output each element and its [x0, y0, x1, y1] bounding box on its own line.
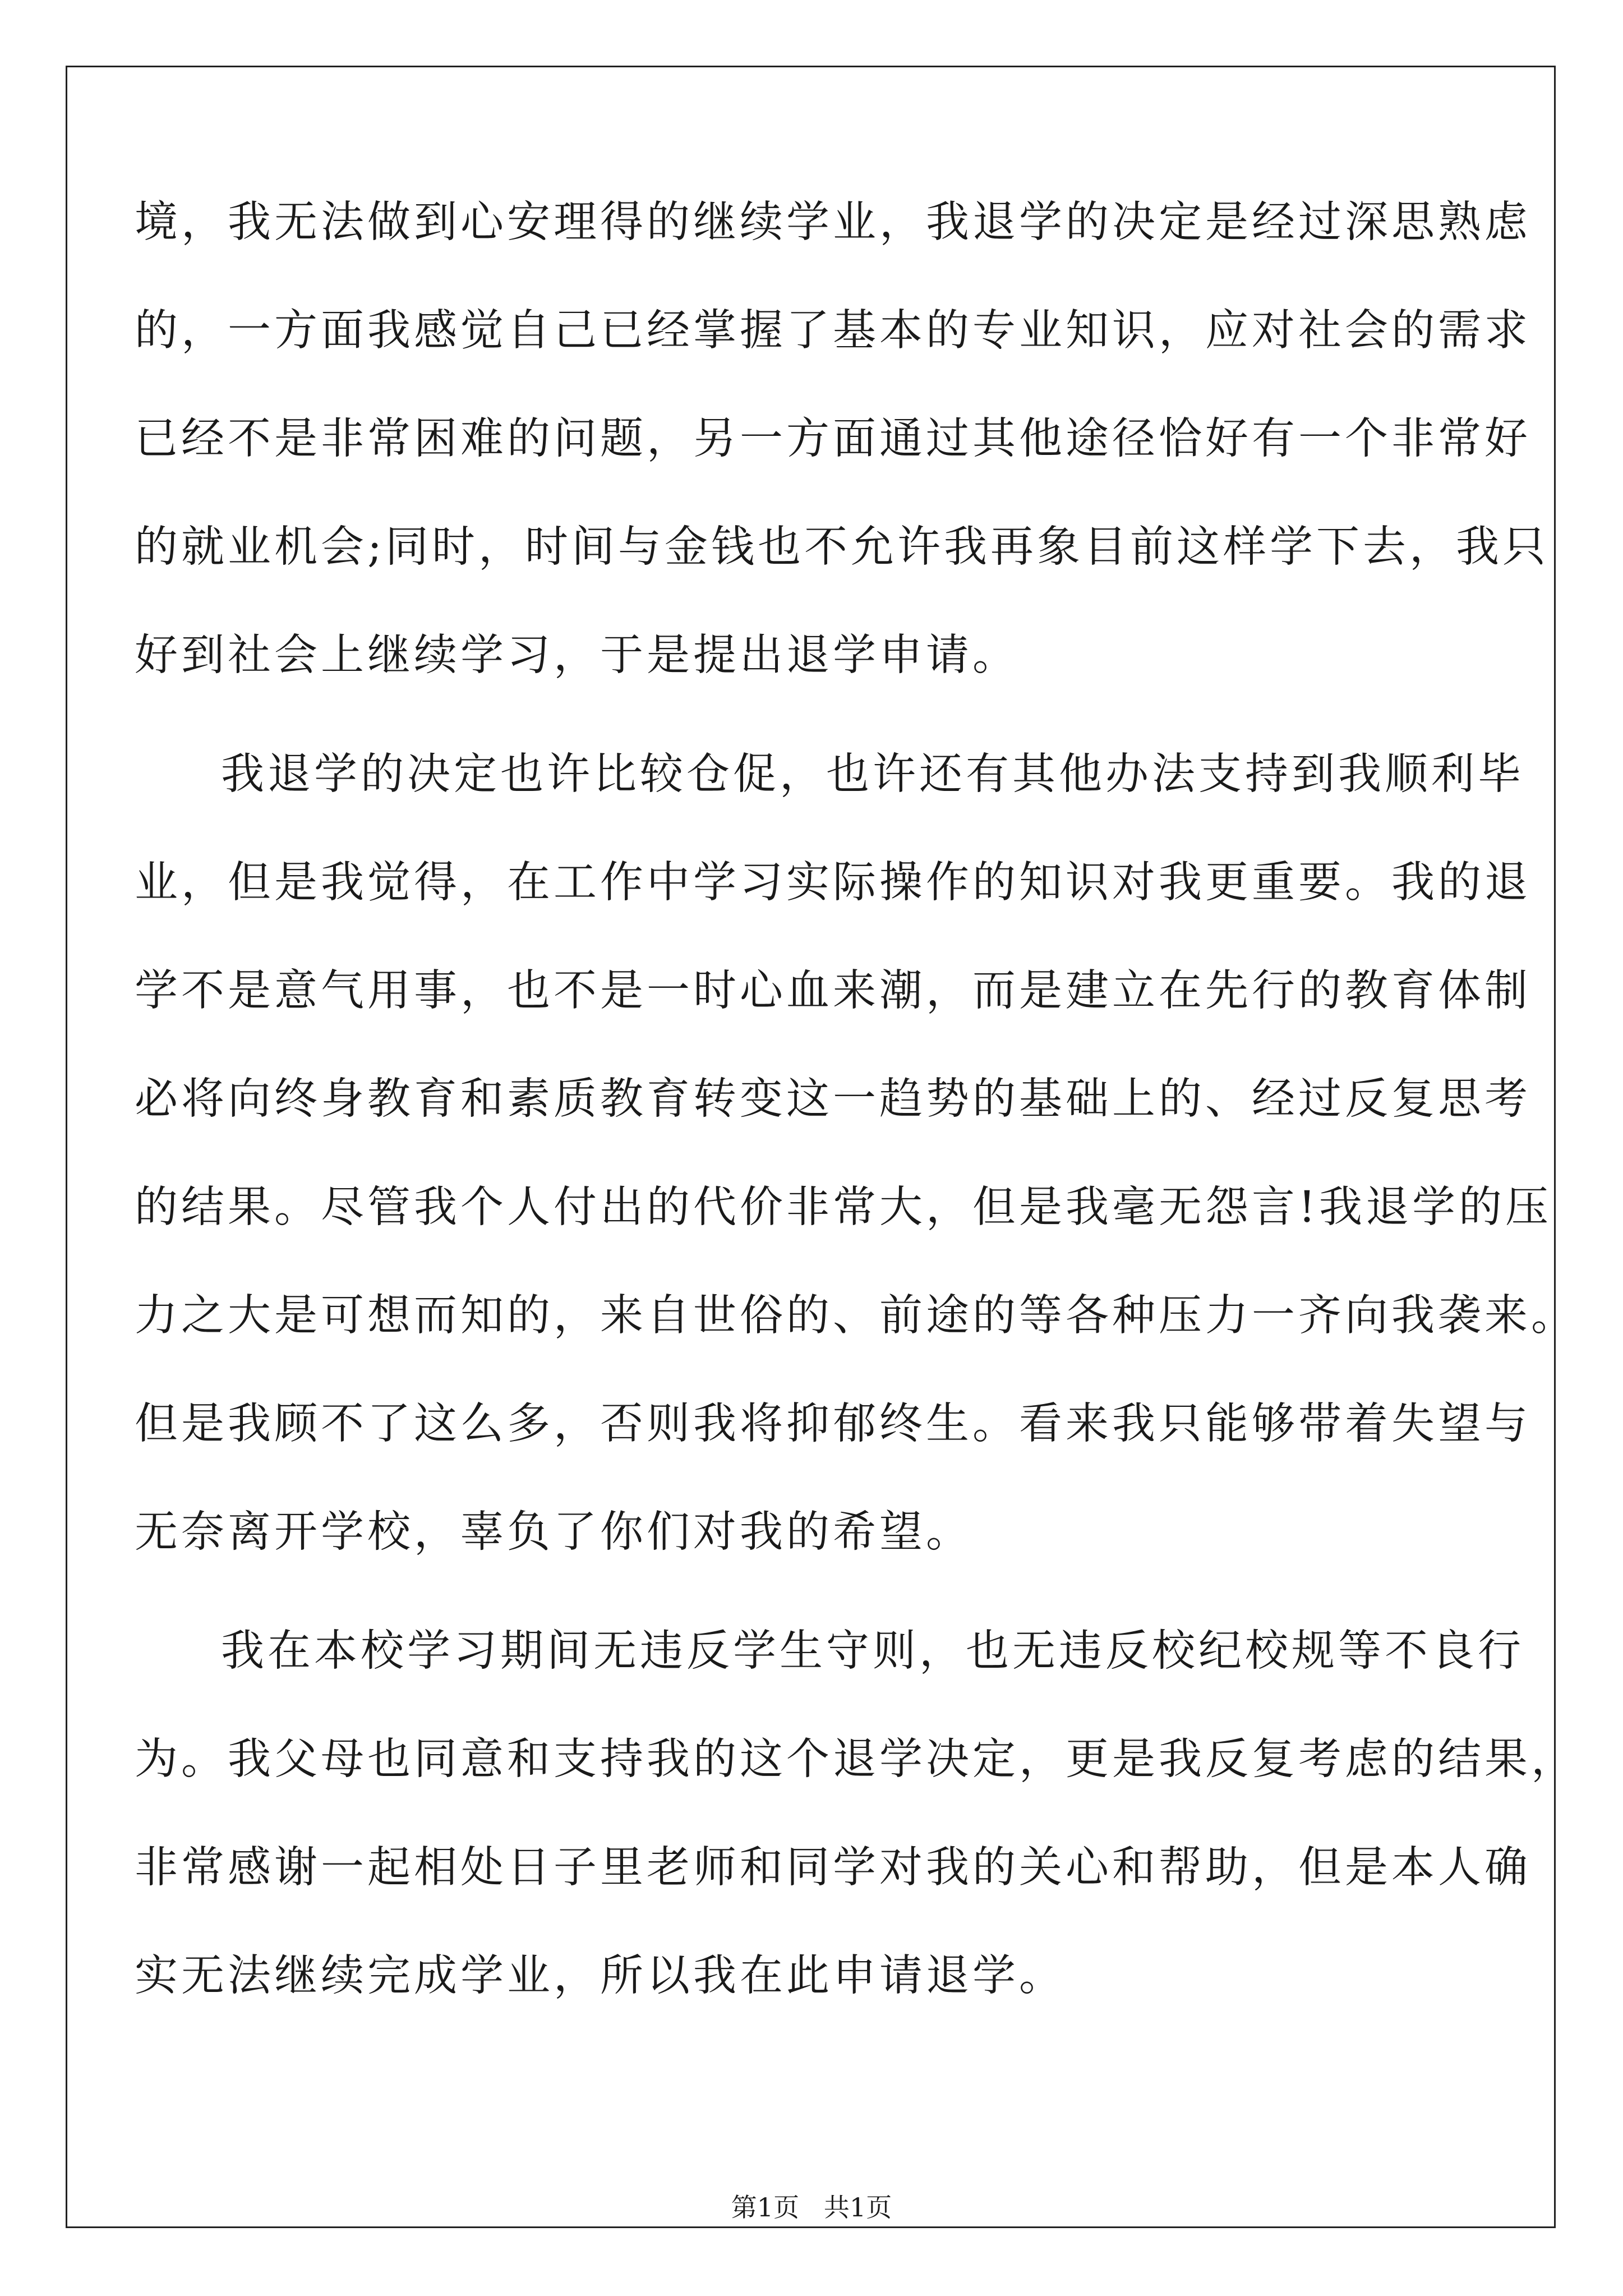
- paragraph: [135, 1597, 1578, 2030]
- text-line: 必将向终身教育和素质教育转变这一趋势的基础上的、经过反复思考: [135, 1074, 1531, 1124]
- text-line: 无奈离开学校，辜负了你们对我的希望。: [135, 1507, 972, 1557]
- document-body: [135, 168, 1578, 2030]
- text-line: 的，一方面我感觉自己已经掌握了基本的专业知识，应对社会的需求: [135, 306, 1531, 356]
- text-line: 非常感谢一起相处日子里老师和同学对我的关心和帮助，但是本人确: [135, 1843, 1531, 1893]
- text-line: 我退学的决定也许比较仓促，也许还有其他办法支持到我顺利毕: [221, 749, 1524, 799]
- text-line: 的就业机会;同时，时间与金钱也不允许我再象目前这样学下去，我只: [135, 522, 1549, 572]
- text-line: 学不是意气用事，也不是一时心血来潮，而是建立在先行的教育体制: [135, 966, 1531, 1016]
- paragraph: [135, 168, 1549, 710]
- text-line: 但是我顾不了这么多，否则我将抑郁终生。看来我只能够带着失望与: [135, 1399, 1531, 1449]
- text-line: 为。我父母也同意和支持我的这个退学决定，更是我反复考虑的结果，: [135, 1734, 1578, 1784]
- text-line: 的结果。尽管我个人付出的代价非常大，但是我毫无怨言!我退学的压: [135, 1182, 1552, 1232]
- text-line: 力之大是可想而知的，来自世俗的、前途的等各种压力一齐向我袭来。: [135, 1291, 1578, 1341]
- page-footer: 第1页 共1页: [731, 2192, 892, 2223]
- text-line: 境，我无法做到心安理得的继续学业，我退学的决定是经过深思熟虑: [135, 197, 1531, 247]
- text-line: 我在本校学习期间无违反学生守则，也无违反校纪校规等不良行: [221, 1626, 1524, 1676]
- text-line: 实无法继续完成学业，所以我在此申请退学。: [135, 1951, 1066, 2001]
- paragraph: [135, 720, 1578, 1586]
- text-line: 好到社会上继续学习，于是提出退学申请。: [135, 631, 1019, 680]
- text-line: 已经不是非常困难的问题，另一方面通过其他途径恰好有一个非常好: [135, 414, 1531, 464]
- text-line: 业，但是我觉得，在工作中学习实际操作的知识对我更重要。我的退: [135, 858, 1531, 908]
